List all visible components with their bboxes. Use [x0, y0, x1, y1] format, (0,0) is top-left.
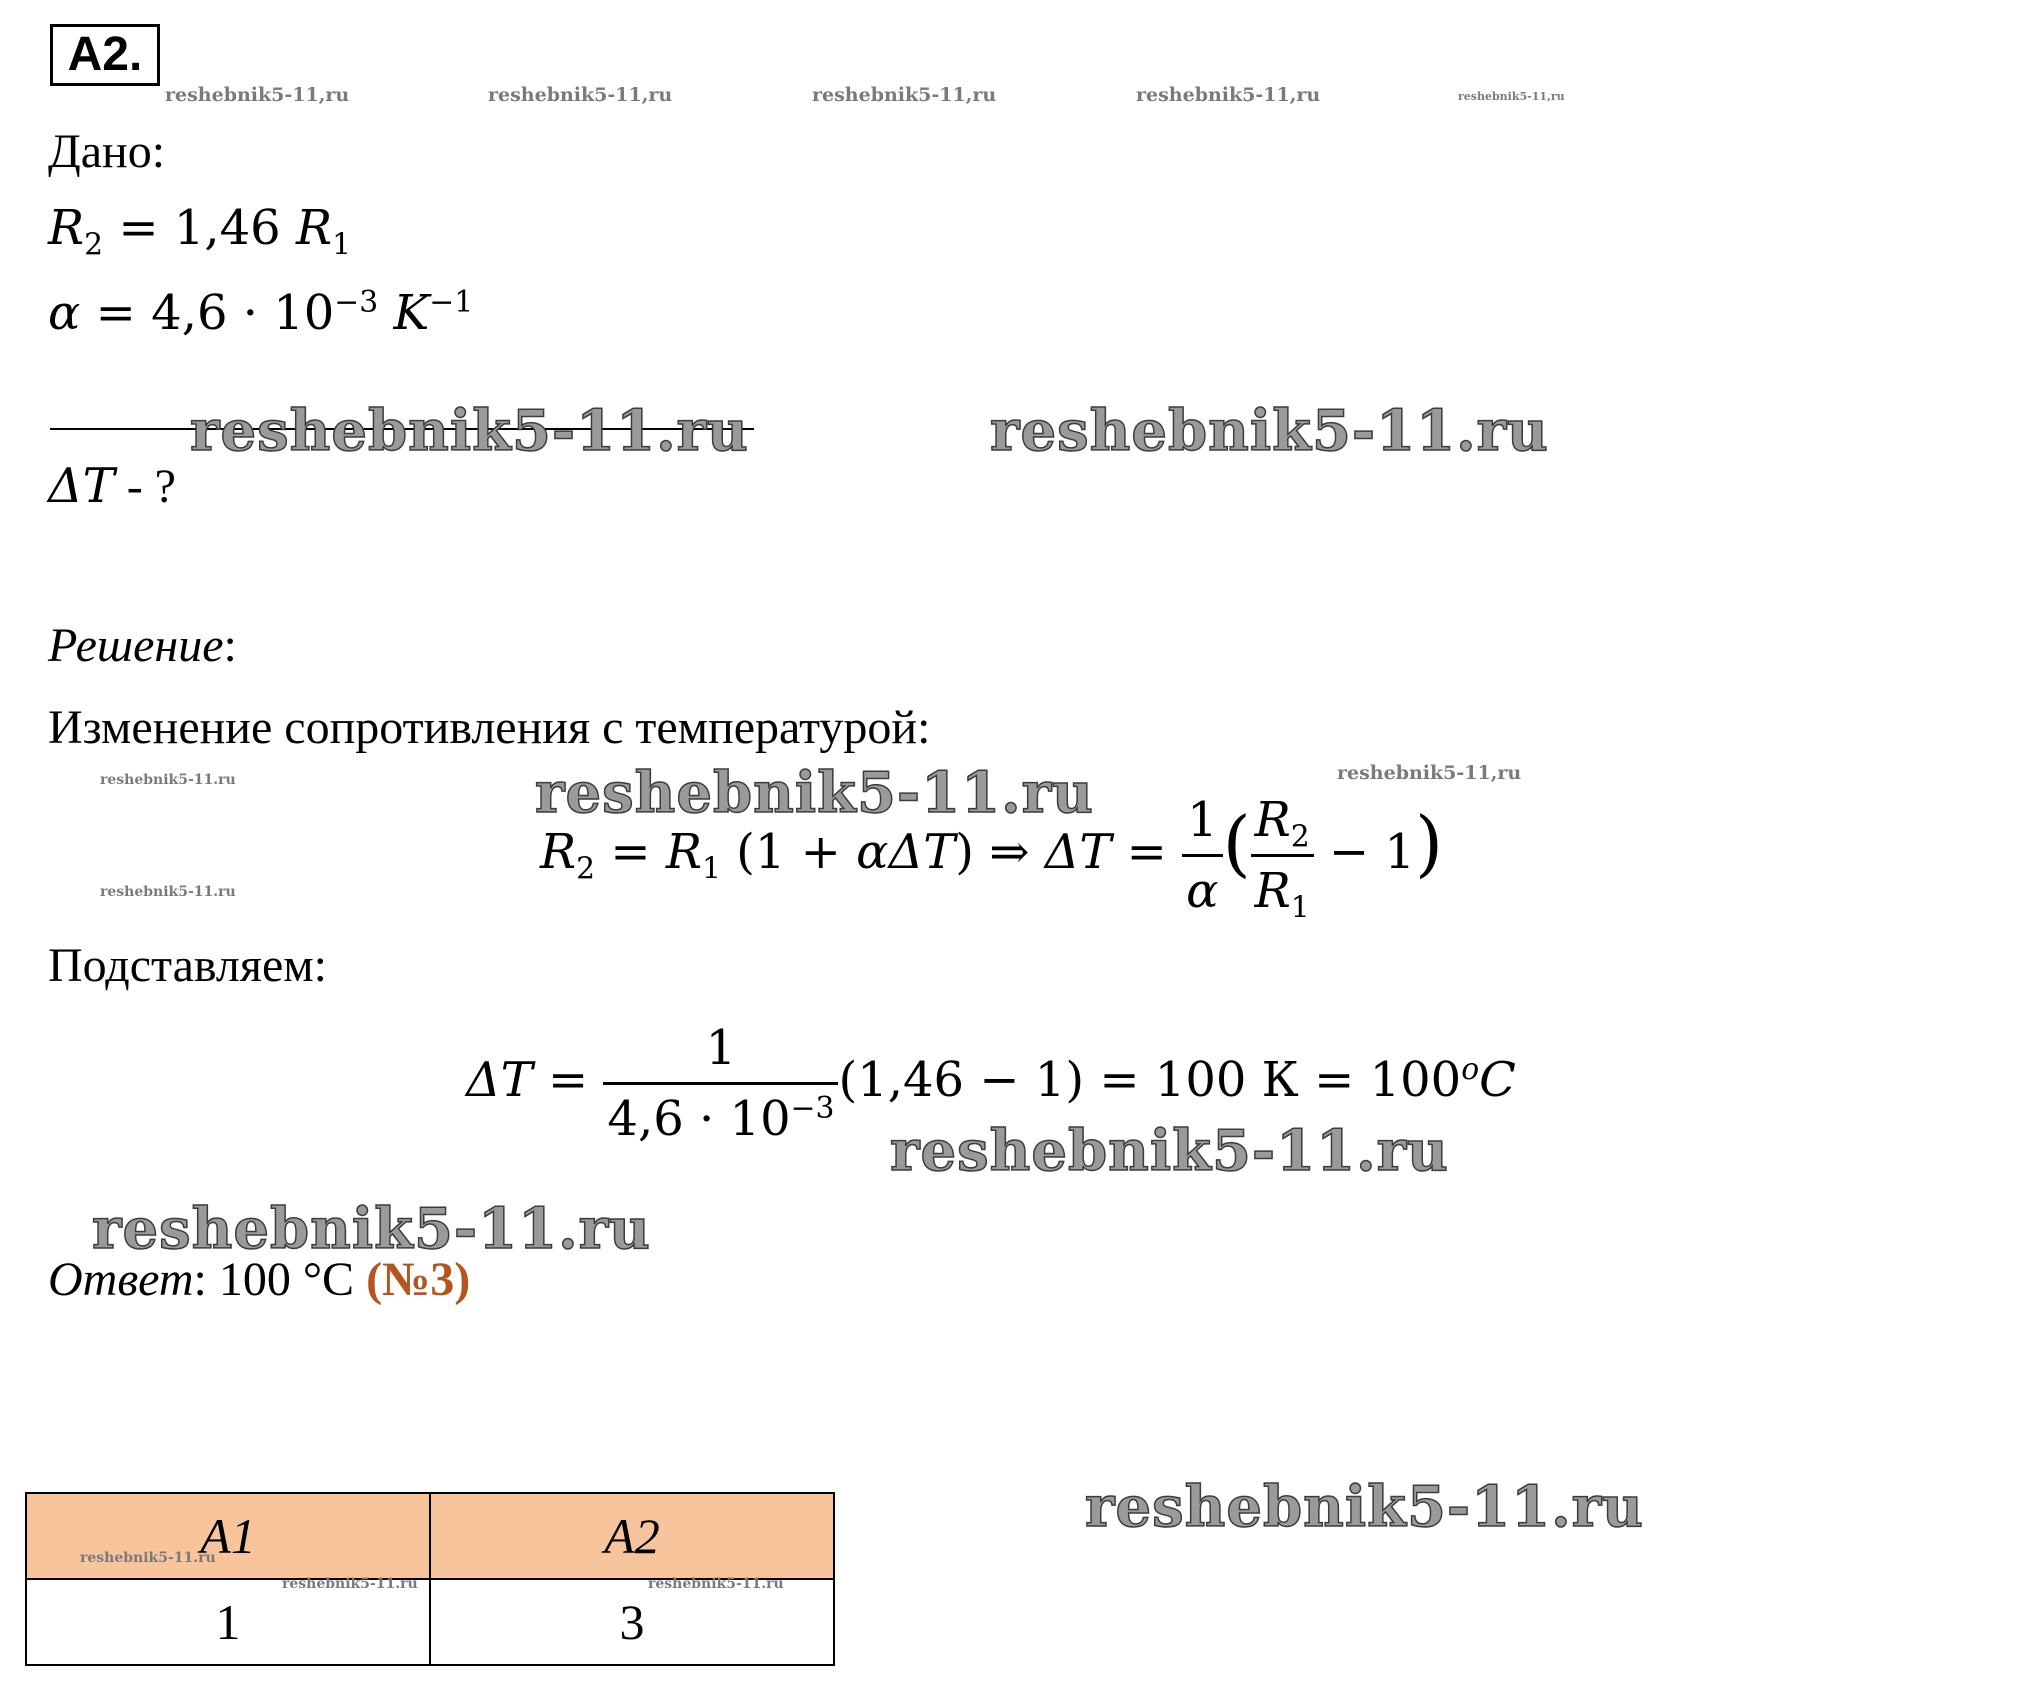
- watermark: reshebnik5-11.ru: [282, 1576, 418, 1592]
- solution-text-dependence: Изменение сопротивления с температурой:: [48, 701, 931, 754]
- table-cell-a2: 3: [430, 1579, 834, 1665]
- watermark: reshebnik5-11.ru: [92, 1196, 651, 1262]
- watermark: reshebnik5-11.ru: [80, 1550, 216, 1566]
- watermark: reshebnik5-11.ru: [190, 398, 749, 464]
- table-header-a1: A1: [26, 1493, 430, 1579]
- watermark: reshebnik5-11.ru: [100, 884, 236, 900]
- given-heading: Дано:: [48, 125, 166, 178]
- table-cell-a1: 1: [26, 1579, 430, 1665]
- task-label: A2.: [50, 24, 160, 86]
- watermark: reshebnik5-11.ru: [990, 398, 1549, 464]
- watermark: reshebnik5-11.ru: [648, 1576, 784, 1592]
- answer-line: Ответ: 100 °C (№3): [48, 1253, 471, 1306]
- watermark: reshebnik5-11.ru: [1085, 1474, 1644, 1540]
- table-header-row: [26, 1493, 834, 1579]
- watermark: reshebnik5-11,ru: [1337, 762, 1522, 784]
- watermark: reshebnik5-11,ru: [165, 84, 350, 106]
- answer-number: (№3): [366, 1253, 471, 1306]
- unknown-quantity: ΔT - ?: [48, 458, 176, 514]
- table-header-a2: A2: [430, 1493, 834, 1579]
- watermark: reshebnik5-11,ru: [1458, 90, 1565, 103]
- given-ratio: $R_2 = 1,46$ $R_1$: [48, 200, 352, 263]
- formula-result: ΔT = $\frac{1}{4,6 \cdot 10^{-3}}$ (1,46 − 1) = 100 $К = 100^oC$: [466, 1020, 1516, 1147]
- formula-resistance: $R_2 = R_1$ (1 + αΔT) ⇒ ΔT = $\frac{1}{\alpha}$ ( $\frac{R_2}{R_1}$ − 1): [540, 792, 1444, 926]
- solution-text-substitute: Подставляем:: [48, 939, 327, 992]
- solution-heading: Решение:: [48, 619, 237, 672]
- watermark: reshebnik5-11,ru: [812, 84, 997, 106]
- given-alpha: $\alpha = 4,6 \cdot 10^{-3}$ $K^{-1}$: [48, 285, 474, 341]
- watermark: reshebnik5-11,ru: [1136, 84, 1321, 106]
- watermark: reshebnik5-11.ru: [100, 772, 236, 788]
- watermark: reshebnik5-11,ru: [488, 84, 673, 106]
- watermark: reshebnik5-11.ru: [535, 760, 1094, 826]
- watermark: reshebnik5-11.ru: [890, 1118, 1449, 1184]
